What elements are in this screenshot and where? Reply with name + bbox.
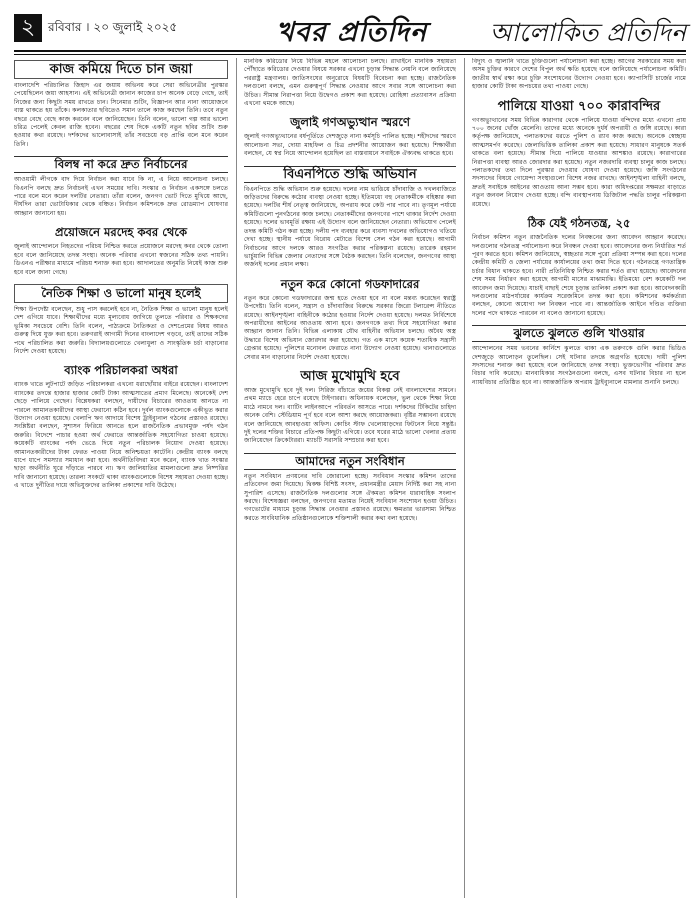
newspaper-title-alt: আলোকিত প্রতিদিন — [489, 18, 686, 47]
masthead-rule-thin — [14, 54, 686, 55]
column-2 — [244, 58, 456, 898]
article-body: আন্দোলনের সময় ভবনের কার্নিশে ঝুলতে থাকা এক তরুণকে গুলি করার ভিডিও দেশজুড়ে আলোড়ন তুলেছিল। সেই ঘটনার তদন্তে অগ্রগতি হয়েছে। দায়ী পুলিশ সদস্যদের শনাক্ত করা হয়েছে বলে জানিয়েছে তদন্ত সংস্থা। ভুক্তভোগীর পরিবার দ্রুত বিচার দাবি করেছে। মানবাধিকার সংগঠনগুলো বলছে, এসব ঘটনার বিচার না হলে ন্যায়বিচার প্রতিষ্ঠিত হবে না। আন্তর্জাতিক অপরাধ ট্রাইব্যুনালে মামলার শুনানি চলছে। — [472, 345, 686, 386]
headline: পালিয়ে যাওয়া ৭০০ কারাবন্দির — [497, 98, 661, 114]
page-number: ২ — [14, 14, 42, 42]
headline: আমাদের নতুন সংবিধান — [244, 453, 456, 470]
article-body: মানবিক করিডোর নিয়ে বিভিন্ন মহলে আলোচনা চলছে। রাখাইনে মানবিক সহায়তা পৌঁছাতে করিডোর দেওয়ার বিষয়ে সরকার এখনো চূড়ান্ত সিদ্ধান্ত নেয়নি বলে জানিয়েছে পররাষ্ট্র মন্ত্রণালয়। জাতিসংঘের অনুরোধে বিষয়টি বিবেচনা করা হচ্ছে। রাজনৈতিক দলগুলো বলছে, এমন গুরুত্বপূর্ণ সিদ্ধান্ত নেওয়ার আগে সবার সঙ্গে আলোচনা করা উচিত। সীমান্ত নিরাপত্তা নিয়ে উদ্বেগও প্রকাশ করা হয়েছে। রোহিঙ্গা প্রত্যাবাসন প্রক্রিয়া এখনো থমকে আছে। — [244, 58, 456, 108]
article — [472, 325, 686, 387]
article — [244, 115, 456, 158]
article-body: আজ মুখোমুখি হবে দুই দল। সিরিজ বাঁচাতে জয়ের বিকল্প নেই বাংলাদেশের সামনে। প্রথম ম্যাচে হেরে চাপে রয়েছে টাইগাররা। অধিনায়ক বলেছেন, ভুল থেকে শিক্ষা নিয়ে মাঠে নামবে দল। ব্যাটিং লাইনআপে পরিবর্তন আসতে পারে। দর্শকদের টিকিটের চাহিদা অনেক বেশি। স্টেডিয়াম পূর্ণ হবে বলে আশা করছে আয়োজকরা। বৃষ্টির সম্ভাবনা রয়েছে বলে জানিয়েছে আবহাওয়া অফিস। কোচিং স্টাফ খেলোয়াড়দের ফিটনেস নিয়ে সন্তুষ্ট। দুই দলের শক্তির বিচারে প্রতিপক্ষ কিছুটা এগিয়ে। তবে ঘরের মাঠে ভালো খেলার প্রত্যয় জানিয়েছেন ক্রিকেটাররা। ম্যাচটি সরাসরি সম্প্রচার করা হবে। — [244, 386, 456, 445]
masthead — [14, 12, 686, 50]
headline: জুলাই গণঅভ্যুত্থান স্মরণে — [290, 115, 410, 130]
article — [244, 277, 456, 362]
column-1 — [14, 58, 228, 898]
article-body: ব্যাংক খাতে লুটপাটে জড়িত পরিচালকরা এখনো ধরাছোঁয়ার বাইরে রয়েছেন। বাংলাদেশ ব্যাংকের তদন্তে হাজার হাজার কোটি টাকা আত্মসাতের প্রমাণ মিলেছে। অনেকেই দেশ ছেড়ে পালিয়ে গেছেন। বিশ্লেষকরা বলছেন, দায়ীদের বিচারের আওতায় আনতে না পারলে আমানতকারীদের আস্থা ফেরানো কঠিন হবে। দুর্বল ব্যাংকগুলোকে একীভূত করার উদ্যোগ নেওয়া হয়েছে। খেলাপি ঋণ আদায়ে বিশেষ ট্রাইব্যুনাল গঠনের প্রস্তাবও রয়েছে। সংশ্লিষ্টরা বলছেন, সুশাসন ফিরিয়ে আনতে হলে রাজনৈতিক প্রভাবমুক্ত পর্ষদ গঠন জরুরি। বিদেশে পাচার হওয়া অর্থ ফেরাতে আন্তর্জাতিক সহযোগিতা চাওয়া হয়েছে। কয়েকটি ব্যাংকের পর্ষদ ভেঙে দিয়ে নতুন পরিচালক নিয়োগ দেওয়া হয়েছে। আমানতকারীদের টাকা ফেরত পাওয়া নিয়ে অনিশ্চয়তা কাটেনি। কেন্দ্রীয় ব্যাংক বলছে ধাপে ধাপে সমস্যার সমাধান করা হবে। অর্থনীতিবিদরা মনে করেন, ব্যাংক খাত সংস্কার ছাড়া অর্থনীতি ঘুরে দাঁড়াতে পারবে না। ঋণ জালিয়াতির মামলাগুলো দ্রুত নিষ্পত্তির দাবি জানানো হয়েছে। তারল্য সংকটে থাকা ব্যাংকগুলোকে বিশেষ সহায়তা দেওয়া হচ্ছে। এ খাতে দুর্নীতির দায়ে অভিযুক্তদের তালিকা প্রকাশের দাবি উঠেছে। — [14, 381, 228, 490]
article-body: নতুন সংবিধান প্রণয়নের দাবি জোরালো হচ্ছে। সংবিধান সংস্কার কমিশন তাদের প্রতিবেদন জমা দিয়েছে। দ্বিকক্ষ বিশিষ্ট সংসদ, প্রধানমন্ত্রীর মেয়াদ নির্দিষ্ট করা সহ নানা সুপারিশ এসেছে। রাজনৈতিক দলগুলোর সঙ্গে ঐকমত্য কমিশন ধারাবাহিক সংলাপ করছে। বিশেষজ্ঞরা বলছেন, জনগণের মতামত নিয়েই সংবিধান সংশোধন হওয়া উচিত। গণভোটের মাধ্যমে চূড়ান্ত সিদ্ধান্ত নেওয়ার প্রস্তাবও রয়েছে। ক্ষমতার ভারসাম্য নিশ্চিত করতে সাংবিধানিক প্রতিষ্ঠানগুলোকে শক্তিশালী করার কথা বলা হয়েছে। — [244, 472, 456, 522]
article-body: বিএনপিতে শুদ্ধি অভিযান শুরু হয়েছে। দলের নাম ভাঙিয়ে চাঁদাবাজি ও দখলবাজিতে জড়িতদের বিরুদ্ধে কঠোর ব্যবস্থা নেওয়া হচ্ছে। ইতিমধ্যে বহু নেতাকর্মীকে বহিষ্কার করা হয়েছে। দলটির শীর্ষ নেতৃত্ব জানিয়েছে, অপরাধ করে কেউ পার পাবে না। তৃণমূল পর্যায়ে কমিটিগুলো পুনর্গঠনের কাজ চলছে। নেতাকর্মীদের জনগণের পাশে থাকার নির্দেশ দেওয়া হয়েছে। দলের ভাবমূর্তি রক্ষায় এই উদ্যোগ বলে জানিয়েছেন নেতারা। অভিযোগ পেলেই তদন্ত কমিটি গঠন করা হচ্ছে। দলীয় পদ ব্যবহার করে ব্যবসা দখলের অভিযোগও খতিয়ে দেখা হচ্ছে। স্থানীয় পর্যায়ে বিরোধ মেটাতে বিশেষ সেল গঠন করা হয়েছে। আগামী নির্বাচনের আগে দলকে আরও সংগঠিত করার পরিকল্পনা রয়েছে। তারেক রহমান ভার্চুয়ালি বিভিন্ন জেলার নেতাদের সঙ্গে বৈঠক করছেন। তিনি বলেছেন, জনগণের আস্থা অর্জনই দলের প্রধান লক্ষ্য। — [244, 185, 456, 269]
article-body: গণঅভ্যুত্থানের সময় বিভিন্ন কারাগার থেকে পালিয়ে যাওয়া বন্দিদের মধ্যে এখনো প্রায় ৭০০ জনের খোঁজ মেলেনি। তাদের মধ্যে অনেকে দুর্ধর্ষ অপরাধী ও জঙ্গি রয়েছে। কারা কর্তৃপক্ষ জানিয়েছে, পলাতকদের ধরতে পুলিশ ও র‍্যাব কাজ করছে। অনেকে স্বেচ্ছায় আত্মসমর্পণ করেছে। জেলাভিত্তিক তালিকা প্রকাশ করা হয়েছে। সাধারণ মানুষকে সতর্ক থাকতে বলা হয়েছে। সীমান্ত দিয়ে পালিয়ে যাওয়ার আশঙ্কাও রয়েছে। কারাগারের নিরাপত্তা ব্যবস্থা আরও জোরদার করা হয়েছে। নতুন নজরদারি ব্যবস্থা চালুর কাজ চলছে। পলাতকদের তথ্য দিলে পুরস্কার দেওয়ার ঘোষণা দেওয়া হয়েছে। জঙ্গি সংগঠনের সদস্যদের বিষয়ে গোয়েন্দা সংস্থাগুলো বিশেষ নজর রাখছে। আইনশৃঙ্খলা বাহিনী বলছে, দ্রুতই সবাইকে আইনের আওতায় আনা সম্ভব হবে। কারা অধিদপ্তরের সক্ষমতা বাড়াতে নতুন জনবল নিয়োগ দেওয়া হচ্ছে। বন্দি ব্যবস্থাপনায় ডিজিটাল পদ্ধতি চালুর পরিকল্পনা রয়েছে। — [472, 116, 686, 208]
headline: নৈতিক শিক্ষা ও ভালো মানুষ হলেই — [14, 284, 228, 303]
article-body: আওয়ামী লীগকে বাদ দিয়ে নির্বাচন করা যাবে কি না, এ নিয়ে আলোচনা চলছে। বিএনপি বলছে দ্রুত নির্বাচনই এখন সময়ের দাবি। সংস্কার ও নির্বাচন একসঙ্গে চলতে পারে বলে মনে করেন দলটির নেতারা। তাঁরা বলেন, জনগণ ভোট দিতে মুখিয়ে আছে, দীর্ঘদিন তারা ভোটাধিকার থেকে বঞ্চিত। নির্বাচন কমিশনকে দ্রুত রোডম্যাপ ঘোষণার আহ্বান জানানো হয়। — [14, 176, 228, 217]
article — [14, 363, 228, 490]
article-body: জুলাই আন্দোলনে নিহতদের পরিচয় নিশ্চিত করতে প্রয়োজনে মরদেহ কবর থেকে তোলা হবে বলে জানিয়েছে তদন্ত সংস্থা। অনেক পরিবার এখনো স্বজনের সঠিক তথ্য পায়নি। ডিএনএ পরীক্ষার মাধ্যমে পরিচয় শনাক্ত করা হবে। আদালতের অনুমতি নিয়েই কাজ শুরু হবে বলে জানা গেছে। — [14, 243, 228, 276]
headline: বিএনপিতে শুদ্ধি অভিযান — [244, 166, 456, 183]
article-body: নতুন করে কোনো গডফাদারের জন্ম হতে দেওয়া হবে না বলে মন্তব্য করেছেন স্বরাষ্ট্র উপদেষ্টা। তিনি বলেন, সন্ত্রাস ও চাঁদাবাজির বিরুদ্ধে সরকার জিরো টলারেন্স নীতিতে রয়েছে। আইনশৃঙ্খলা বাহিনীকে কঠোর হওয়ার নির্দেশ দেওয়া হয়েছে। দলমত নির্বিশেষে অপরাধীদের আইনের আওতায় আনা হবে। জনগণকে তথ্য দিয়ে সহযোগিতা করার আহ্বান জানান তিনি। বিভিন্ন এলাকায় যৌথ বাহিনীর অভিযান চলছে। অবৈধ অস্ত্র উদ্ধারে বিশেষ অভিযান জোরদার করা হয়েছে। গত এক মাসে কয়েক শতাধিক সন্ত্রাসী গ্রেপ্তার হয়েছে। পুলিশের মনোবল ফেরাতে নানা উদ্যোগ নেওয়া হয়েছে। থানাগুলোতে সেবার মান বাড়ানোর নির্দেশ দেওয়া হয়েছে। — [244, 294, 456, 361]
headline: নতুন করে কোনো গডফাদারের — [280, 276, 420, 291]
article — [472, 216, 686, 318]
headline: প্রয়োজনে মরদেহ কবর থেকে — [54, 225, 188, 240]
article — [472, 58, 686, 92]
headline: ব্যাংক পরিচালকরা অধরা — [64, 363, 178, 378]
dateline: রবিবার । ২০ জুলাই ২০২৫ — [48, 20, 178, 34]
article — [244, 369, 456, 446]
article — [14, 284, 228, 356]
article — [244, 58, 456, 108]
article-body: বিদ্যুৎ ও জ্বালানি খাতে চুক্তিগুলো পর্যালোচনা করা হচ্ছে। আগের সরকারের সময় করা অসম চুক্তির কারণে দেশের বিপুল অর্থ ক্ষতি হয়েছে বলে জানিয়েছে পর্যালোচনা কমিটি। জাতীয় স্বার্থ রক্ষা করে চুক্তি সংশোধনের উদ্যোগ নেওয়া হবে। ক্যাপাসিটি চার্জের নামে হাজার কোটি টাকা অপচয়ের তথ্য পাওয়া গেছে। — [472, 58, 686, 91]
article-body: জুলাই গণঅভ্যুত্থানের বর্ষপূর্তিতে দেশজুড়ে নানা কর্মসূচি পালিত হচ্ছে। শহীদদের স্মরণে আলোচনা সভা, দোয়া মাহফিল ও চিত্র প্রদর্শনীর আয়োজন করা হয়েছে। শিক্ষার্থীরা বলছেন, যে স্বপ্ন নিয়ে আন্দোলন হয়েছিল তা বাস্তবায়নে সবাইকে ঐক্যবদ্ধ থাকতে হবে। — [244, 133, 456, 158]
headline: বিলম্ব না করে দ্রুত নির্বাচনের — [14, 156, 228, 173]
article — [14, 225, 228, 277]
headline: কাজ কমিয়ে দিতে চান জয়া — [14, 60, 228, 79]
article-body: শিক্ষা উপদেষ্টা বলেছেন, শুধু পাস করলেই হবে না, নৈতিক শিক্ষা ও ভালো মানুষ হলেই দেশ এগিয়ে যাবে। শিক্ষার্থীদের মধ্যে মূল্যবোধ জাগিয়ে তুলতে পরিবার ও শিক্ষকদের ভূমিকা সবচেয়ে বেশি। তিনি বলেন, পাঠ্যক্রমে নৈতিকতা ও দেশপ্রেমের বিষয় আরও গুরুত্ব দিয়ে যুক্ত করা হবে। তরুণরাই আগামী দিনের বাংলাদেশ গড়বে, তাই তাদের সঠিক পথে পরিচালিত করা জরুরি। বিদ্যালয়গুলোতে খেলাধুলা ও সাংস্কৃতিক চর্চা বাড়ানোর নির্দেশ দেওয়া হয়েছে। — [14, 305, 228, 355]
headline: ঝুলতে ঝুলতে গুলি খাওয়ার — [472, 325, 686, 342]
article — [472, 99, 686, 209]
column-3 — [472, 58, 686, 898]
newspaper-title: খবর প্রতিদিন — [276, 17, 428, 48]
headline: ঠিক যেই গঠনতন্ত্র, ২৫ — [527, 216, 631, 231]
column-divider — [236, 58, 237, 898]
masthead-rule — [14, 50, 686, 52]
headline: আজ মুখোমুখি হবে — [300, 368, 400, 384]
article-body: বাংলাদেশি পরিচালিত জিহাদ এর জয়ায় অভিনয় করে সেরা অভিনেত্রীর পুরস্কার পেয়েছিলেন জয়া আহসান। এই অভিনেত্রী জানান কাজের চাপ অনেক বেড়ে গেছে, তাই নিজের জন্য কিছুটা সময় রাখতে চান। সিনেমার শুটিং, বিজ্ঞাপন আর নানা আয়োজনে ব্যস্ত থাকতে হয় তাঁকে। কলকাতার ছবিতেও সমান তালে কাজ করছেন তিনি। তবে নতুন বছরে বেছে বেছে কাজ করবেন বলে জানিয়েছেন। তিনি বলেন, ভালো গল্প আর ভালো চরিত্র পেলেই কেবল রাজি হবেন। বছরের শেষ দিকে একটি নতুন ছবির শুটিং শুরু হওয়ার কথা রয়েছে। দর্শকদের ভালোবাসাই তাঁর সবচেয়ে বড় প্রাপ্তি বলে মনে করেন তিনি। — [14, 82, 228, 148]
column-divider — [464, 58, 465, 898]
article — [244, 166, 456, 270]
article — [14, 156, 228, 218]
article-body: নির্বাচন কমিশন নতুন রাজনৈতিক দলের নিবন্ধনের জন্য আবেদন আহ্বান করেছে। দলগুলোর গঠনতন্ত্র পর্যালোচনা করে নিবন্ধন দেওয়া হবে। আবেদনের জন্য নির্ধারিত শর্ত পূরণ করতে হবে। কমিশন জানিয়েছে, স্বচ্ছতার সঙ্গে পুরো প্রক্রিয়া সম্পন্ন করা হবে। দলের কেন্দ্রীয় কমিটি ও জেলা পর্যায়ের কার্যালয়ের তথ্য জমা দিতে হবে। গঠনতন্ত্রে গণতান্ত্রিক চর্চার বিধান থাকতে হবে। নারী প্রতিনিধিত্ব নিশ্চিত করার শর্তও রাখা হয়েছে। আবেদনের শেষ সময় নির্ধারণ করা হয়েছে আগামী মাসের মাঝামাঝি। ইতিমধ্যে বেশ কয়েকটি দল আবেদন জমা দিয়েছে। যাচাই বাছাই শেষে চূড়ান্ত তালিকা প্রকাশ করা হবে। আবেদনকারী দলগুলোর মাঠপর্যায়ের কার্যক্রম সরেজমিনে তদন্ত করা হবে। কমিশনের কর্মকর্তারা বলছেন, কোনো অযোগ্য দল নিবন্ধন পাবে না। আন্তর্জাতিক আইনে দণ্ডিত ব্যক্তিরা দলের পদে থাকতে পারবেন না বলেও জানানো হয়েছে। — [472, 234, 686, 317]
article — [244, 453, 456, 523]
article — [14, 60, 228, 149]
